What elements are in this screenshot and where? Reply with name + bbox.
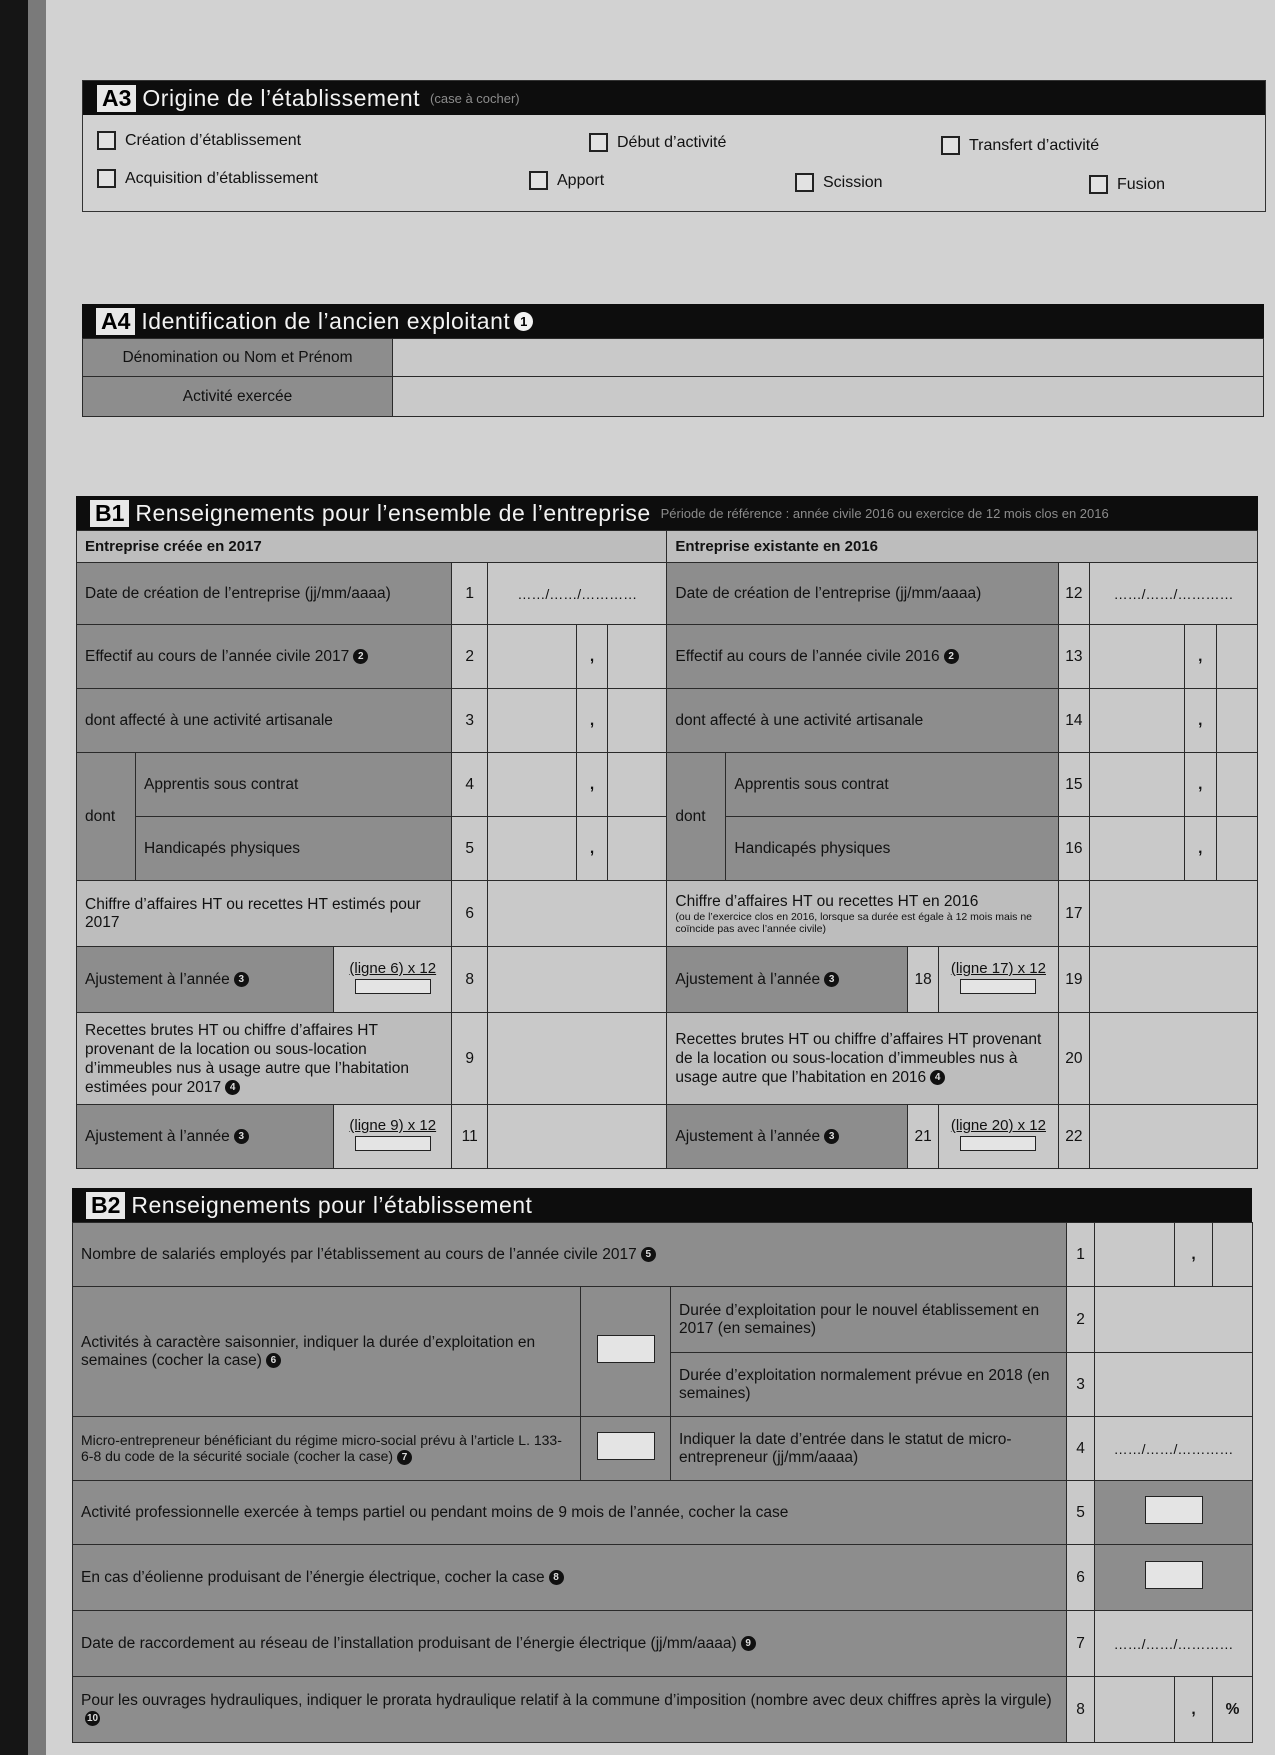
section-title: Identification de l’ancien exploitant: [141, 307, 511, 334]
formula-text: (ligne 6) x 12: [349, 960, 437, 977]
input-artisanale-2017-int[interactable]: [488, 689, 577, 753]
input-effectif-2017-int[interactable]: [488, 625, 577, 689]
note-icon: 3: [824, 1129, 839, 1144]
label-dont-2016: dont: [667, 753, 726, 881]
label-effectif-2017: [77, 625, 452, 689]
decimal-separator: ,: [1185, 689, 1217, 753]
note-icon: 7: [397, 1450, 412, 1465]
formula-input[interactable]: [960, 979, 1036, 994]
note-icon: 6: [266, 1353, 281, 1368]
note-icon: 2: [353, 649, 368, 664]
section-a3: [82, 80, 1266, 212]
line-number: 3: [452, 689, 488, 753]
checkbox-label: Scission: [823, 173, 883, 191]
formula-input[interactable]: [355, 1136, 431, 1151]
label-effectif-2016: [667, 625, 1058, 689]
input-recettes-2017[interactable]: [488, 1013, 667, 1105]
input-artisanale-2016-dec[interactable]: [1216, 689, 1257, 753]
b2-table: [72, 1222, 1253, 1743]
line-number: 5: [1067, 1481, 1095, 1545]
formula-ligne17: [939, 947, 1058, 1013]
section-title: Renseignements pour l’établissement: [131, 1191, 533, 1218]
label-artisanale-2017: dont affecté à une activité artisanale: [77, 689, 452, 753]
section-code: A3: [97, 85, 136, 112]
input-duree-prevue[interactable]: [1095, 1353, 1253, 1417]
label-text: Effectif au cours de l’année civile 2017: [85, 647, 350, 665]
label-ca-2016: [667, 881, 1058, 947]
input-effectif-2017-dec[interactable]: [608, 625, 667, 689]
decimal-separator: ,: [1185, 817, 1217, 881]
label-ca-2017: Chiffre d’affaires HT ou recettes HT estimés pour 2017: [77, 881, 452, 947]
label-duree-nouvel: Durée d’exploitation pour le nouvel établissement en 2017 (en semaines): [671, 1287, 1067, 1353]
decimal-separator: ,: [576, 753, 608, 817]
section-a3-header: [83, 81, 1265, 115]
line-number: 15: [1058, 753, 1090, 817]
left-column-heading: Entreprise créée en 2017: [77, 531, 667, 563]
note-icon: 2: [944, 649, 959, 664]
checkbox-icon[interactable]: [97, 131, 116, 150]
line-number: 8: [1067, 1677, 1095, 1743]
line-number: 5: [452, 817, 488, 881]
label-text: Date de raccordement au réseau de l’installation produisant de l’énergie électrique (jj/mm/aaaa): [81, 1634, 737, 1652]
line-number: 21: [907, 1105, 939, 1169]
line-number: 16: [1058, 817, 1090, 881]
input-activite[interactable]: [393, 377, 1264, 417]
input-duree-nouvel[interactable]: [1095, 1287, 1253, 1353]
label-text: Ajustement à l’année: [85, 1127, 230, 1145]
checkbox-creation[interactable]: [97, 131, 301, 150]
note-icon: 3: [824, 972, 839, 987]
input-hydraulique-int[interactable]: [1095, 1677, 1175, 1743]
formula-input[interactable]: [355, 979, 431, 994]
input-handicapes-2016-dec[interactable]: [1216, 817, 1257, 881]
input-handicapes-2017-dec[interactable]: [608, 817, 667, 881]
checkbox-apport[interactable]: [529, 171, 604, 190]
section-b2: [72, 1188, 1252, 1743]
label-micro: [73, 1417, 581, 1481]
line-number: 4: [452, 753, 488, 817]
line-number: 17: [1058, 881, 1090, 947]
label-text: Recettes brutes HT ou chiffre d’affaires HT provenant de la location ou sous-location d’immeubles nus à usage autre que l’habitation estimées pour 2017: [85, 1021, 409, 1096]
checkbox-label: Fusion: [1117, 175, 1166, 193]
checkbox-acquisition[interactable]: [97, 169, 318, 188]
note-icon: 3: [234, 972, 249, 987]
label-ajustement-2016a: [667, 947, 907, 1013]
line-number: 19: [1058, 947, 1090, 1013]
note-icon: 3: [234, 1129, 249, 1144]
label-duree-prevue: Durée d’exploitation normalement prévue en 2018 (en semaines): [671, 1353, 1067, 1417]
label-text: Pour les ouvrages hydrauliques, indiquer le prorata hydraulique relatif à la commune d’imposition (nombre avec deux chiffres après la virgule): [81, 1691, 1052, 1709]
note-icon: 10: [86, 1712, 99, 1724]
section-subtitle: Période de référence : année civile 2016 ou exercice de 12 mois clos en 2016: [660, 505, 1109, 521]
label-dont-2017: dont: [77, 753, 136, 881]
line-number: 8: [452, 947, 488, 1013]
label-apprentis-2017: Apprentis sous contrat: [136, 753, 452, 817]
formula-input[interactable]: [960, 1136, 1036, 1151]
checkbox-fusion[interactable]: [1089, 175, 1165, 194]
section-subtitle: (case à cocher): [430, 90, 520, 106]
label-partiel: Activité professionnelle exercée à temps partiel ou pendant moins de 9 mois de l’année, cocher la case: [73, 1481, 1067, 1545]
label-handicapes-2016: Handicapés physiques: [726, 817, 1058, 881]
input-apprentis-2016-dec[interactable]: [1216, 753, 1257, 817]
checkbox-scission[interactable]: [795, 173, 883, 192]
note-icon: 4: [225, 1080, 240, 1095]
input-ajustement-2017b[interactable]: [488, 1105, 667, 1169]
formula-ligne9: [334, 1105, 452, 1169]
formula-text: (ligne 9) x 12: [349, 1117, 437, 1134]
label-text: En cas d’éolienne produisant de l’énergie électrique, cocher la case: [81, 1568, 545, 1586]
partiel-checkbox-cell: [1095, 1481, 1253, 1545]
section-b1-header: [76, 496, 1258, 530]
note-icon: 9: [741, 1636, 756, 1651]
decimal-separator: ,: [1175, 1223, 1213, 1287]
line-number: 1: [1067, 1223, 1095, 1287]
checkbox-transfert[interactable]: [941, 136, 1099, 155]
input-artisanale-2016-int[interactable]: [1090, 689, 1185, 753]
micro-checkbox-cell: [581, 1417, 671, 1481]
formula-ligne20: [939, 1105, 1058, 1169]
checkbox-icon[interactable]: [795, 173, 814, 192]
decimal-separator: ,: [1175, 1677, 1213, 1743]
label-ajustement-2017a: [77, 947, 334, 1013]
input-handicapes-2017-int[interactable]: [488, 817, 577, 881]
right-column-heading: Entreprise existante en 2016: [667, 531, 1258, 563]
label-recettes-2017: [77, 1013, 452, 1105]
checkbox-partiel[interactable]: [1145, 1496, 1203, 1524]
label-activite: Activité exercée: [83, 377, 393, 417]
decimal-separator: ,: [1185, 753, 1217, 817]
input-apprentis-2016-int[interactable]: [1090, 753, 1185, 817]
checkbox-icon[interactable]: [97, 169, 116, 188]
label-saisonnier: [73, 1287, 581, 1417]
section-b2-header: [72, 1188, 1252, 1222]
decimal-separator: ,: [576, 817, 608, 881]
line-number: 6: [452, 881, 488, 947]
checkbox-icon[interactable]: [941, 136, 960, 155]
label-artisanale-2016: dont affecté à une activité artisanale: [667, 689, 1058, 753]
checkbox-eolienne[interactable]: [1145, 1561, 1203, 1589]
input-salaries-int[interactable]: [1095, 1223, 1175, 1287]
label-hydraulique: [73, 1677, 1067, 1743]
line-number: 4: [1067, 1417, 1095, 1481]
b1-table: [76, 530, 1258, 1169]
line-number: 1: [452, 563, 488, 625]
input-apprentis-2017-dec[interactable]: [608, 753, 667, 817]
input-recettes-2016[interactable]: [1090, 1013, 1258, 1105]
a4-table: [82, 338, 1264, 417]
label-apprentis-2016: Apprentis sous contrat: [726, 753, 1058, 817]
input-date-creation-2016[interactable]: ……/……/…………: [1090, 563, 1258, 625]
label-raccordement: [73, 1611, 1067, 1677]
line-number: 3: [1067, 1353, 1095, 1417]
input-ajustement-2017a[interactable]: [488, 947, 667, 1013]
label-denomination: Dénomination ou Nom et Prénom: [83, 339, 393, 377]
input-ca-2017[interactable]: [488, 881, 667, 947]
line-number: 18: [907, 947, 939, 1013]
checkbox-label: Début d’activité: [617, 133, 727, 151]
line-number: 6: [1067, 1545, 1095, 1611]
saisonnier-checkbox-cell: [581, 1287, 671, 1417]
line-number: 22: [1058, 1105, 1090, 1169]
formula-ligne6: [334, 947, 452, 1013]
line-number: 9: [452, 1013, 488, 1105]
line-number: 2: [452, 625, 488, 689]
eolienne-checkbox-cell: [1095, 1545, 1253, 1611]
section-code: B2: [86, 1192, 125, 1219]
label-text: Recettes brutes HT ou chiffre d’affaires HT provenant de la location ou sous-location d’immeubles nus à usage autre que l’habitation en 2016: [675, 1031, 1042, 1086]
input-raccordement-date[interactable]: ……/……/…………: [1095, 1611, 1253, 1677]
section-code: A4: [96, 308, 135, 335]
line-number: 7: [1067, 1611, 1095, 1677]
scan-edge: [0, 0, 28, 1755]
input-micro-date[interactable]: ……/……/…………: [1095, 1417, 1253, 1481]
label-handicapes-2017: Handicapés physiques: [136, 817, 452, 881]
checkbox-label: Création d’établissement: [125, 131, 302, 149]
note-icon: 8: [549, 1570, 564, 1585]
percent-sign: %: [1213, 1677, 1253, 1743]
checkbox-saisonnier[interactable]: [597, 1335, 655, 1363]
checkbox-icon[interactable]: [529, 171, 548, 190]
label-date-creation-2016: Date de création de l’entreprise (jj/mm/aaaa): [667, 563, 1058, 625]
checkbox-label: Apport: [557, 171, 605, 189]
label-text: Ajustement à l’année: [675, 1127, 821, 1145]
checkbox-micro[interactable]: [597, 1432, 655, 1460]
section-a4-header: [82, 304, 1264, 338]
formula-text: (ligne 20) x 12: [950, 1117, 1046, 1134]
label-date-creation-2017: Date de création de l’entreprise (jj/mm/aaaa): [77, 563, 452, 625]
formula-text: (ligne 17) x 12: [950, 960, 1046, 977]
label-micro-date: Indiquer la date d’entrée dans le statut de micro-entrepreneur (jj/mm/aaaa): [671, 1417, 1067, 1481]
input-handicapes-2016-int[interactable]: [1090, 817, 1185, 881]
line-number: 20: [1058, 1013, 1090, 1105]
input-ajustement-2016b[interactable]: [1090, 1105, 1258, 1169]
label-text: Nombre de salariés employés par l’établissement au cours de l’année civile 2017: [81, 1245, 637, 1263]
input-effectif-2016-dec[interactable]: [1216, 625, 1257, 689]
input-effectif-2016-int[interactable]: [1090, 625, 1185, 689]
section-code: B1: [90, 500, 129, 527]
line-number: 12: [1058, 563, 1090, 625]
input-salaries-dec[interactable]: [1213, 1223, 1253, 1287]
section-title: Renseignements pour l’ensemble de l’entreprise: [135, 499, 651, 526]
note-icon: 4: [930, 1070, 945, 1085]
line-number: 13: [1058, 625, 1090, 689]
section-a4: [82, 304, 1264, 417]
line-number: 2: [1067, 1287, 1095, 1353]
input-denomination[interactable]: [393, 339, 1264, 377]
input-date-creation-2017[interactable]: ……/……/…………: [488, 563, 667, 625]
input-ca-2016[interactable]: [1090, 881, 1258, 947]
decimal-separator: ,: [576, 625, 608, 689]
decimal-separator: ,: [1185, 625, 1217, 689]
label-recettes-2016: [667, 1013, 1058, 1105]
label-text: Ajustement à l’année: [85, 970, 230, 988]
checkbox-icon[interactable]: [589, 133, 608, 152]
label-text: Effectif au cours de l’année civile 2016: [675, 647, 940, 665]
line-number: 11: [452, 1105, 488, 1169]
note-icon: 5: [641, 1247, 656, 1262]
note-icon: 1: [514, 312, 533, 331]
input-apprentis-2017-int[interactable]: [488, 753, 577, 817]
scan-edge-shadow: [28, 0, 46, 1755]
input-artisanale-2017-dec[interactable]: [608, 689, 667, 753]
label-salaries: [73, 1223, 1067, 1287]
checkbox-icon[interactable]: [1089, 175, 1108, 194]
label-text: Activités à caractère saisonnier, indiquer la durée d’exploitation en semaines (cocher la case): [81, 1333, 536, 1369]
label-text: Ajustement à l’année: [675, 970, 821, 988]
label-note: (ou de l’exercice clos en 2016, lorsque sa durée est égale à 12 mois mais ne coïncide pas avec l’année civile): [675, 910, 1033, 935]
label-ajustement-2017b: [77, 1105, 334, 1169]
checkbox-label: Acquisition d’établissement: [125, 169, 318, 187]
label-eolienne: [73, 1545, 1067, 1611]
checkbox-debut[interactable]: [589, 133, 726, 152]
decimal-separator: ,: [576, 689, 608, 753]
section-title: Origine de l’établissement: [142, 84, 421, 111]
section-b1: [76, 496, 1258, 1169]
label-text: Chiffre d’affaires HT ou recettes HT en 2016: [675, 892, 979, 910]
label-ajustement-2016b: [667, 1105, 907, 1169]
label-text: Micro-entrepreneur bénéficiant du régime micro-social prévu à l’article L. 133-6-8 du code de la sécurité sociale (cocher la case): [81, 1432, 562, 1465]
line-number: 14: [1058, 689, 1090, 753]
checkbox-label: Transfert d’activité: [969, 136, 1100, 154]
input-ajustement-2016a[interactable]: [1090, 947, 1258, 1013]
